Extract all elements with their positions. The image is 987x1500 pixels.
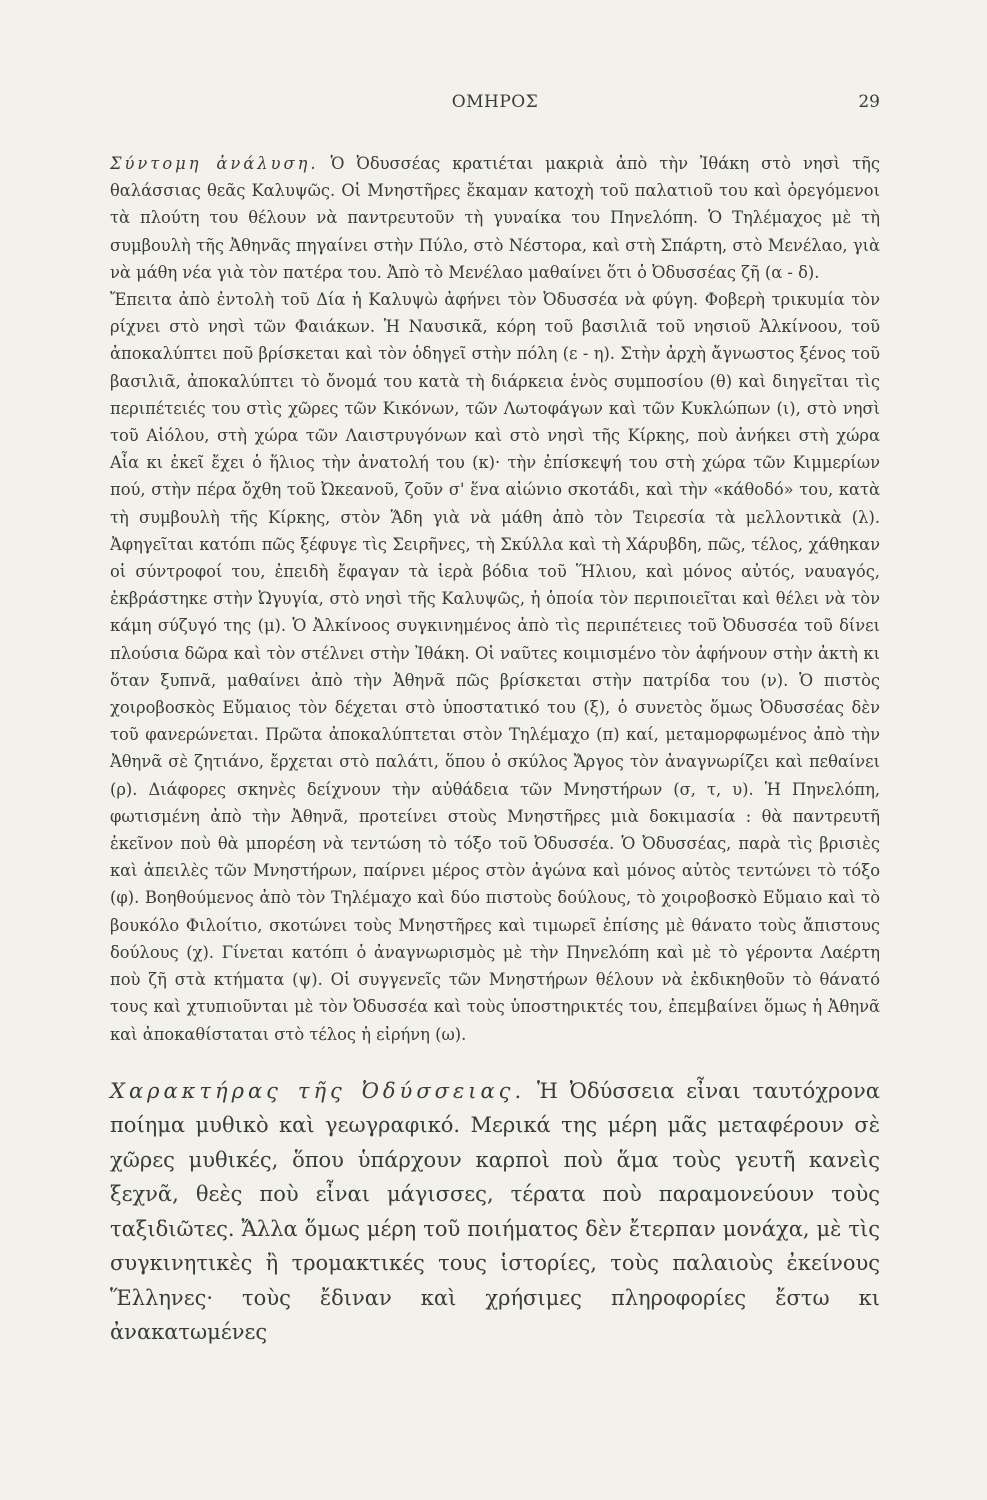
character-text: Ἡ Ὀδύσσεια εἶναι ταυτόχρονα ποίημα μυθικὸ καὶ γεωγραφικό. Μερικά της μέρη μᾶς μεταφέρουν σὲ χῶρες μυθικές, ὅπου ὑπάρχουν καρποὶ ποὺ ἅμα τοὺς γευτῆ κανεὶς ξεχνᾶ, θεὲς ποὺ εἶναι μάγισσες, τέρατα ποὺ παραμονεύουν τοὺς ταξιδιῶτες. Ἄλλα ὅμως μέρη τοῦ ποιήματος δὲν ἔτερπαν μονάχα, μὲ τὶς συγκινητικὲς ἢ τρομακτικές τους ἱστορίες, τοὺς παλαιοὺς ἐκείνους Ἕλληνες· τοὺς ἔδιναν καὶ χρήσιμες πληροφορίες ἔστω κι ἀνακατωμένες	[110, 1078, 880, 1345]
summary-paragraph-2: Ἔπειτα ἀπὸ ἐντολὴ τοῦ Δία ἡ Καλυψὼ ἀφήνει τὸν Ὀδυσσέα νὰ φύγη. Φοβερὴ τρικυμία τὸν ρίχνει στὸ νησὶ τῶν Φαιάκων. Ἡ Ναυσικᾶ, κόρη τοῦ βασιλιᾶ τοῦ νησιοῦ Ἀλκίνοου, τοῦ ἀποκαλύπτει ποῦ βρίσκεται καὶ τὸν ὁδηγεῖ στὴν πόλη (ε - η). Στὴν ἀρχὴ ἄγνωστος ξένος τοῦ βασιλιᾶ, ἀποκαλύπτει τὸ ὄνομά του κατὰ τὴ διάρκεια ἑνὸς συμποσίου (θ) καὶ διηγεῖται τὶς περιπέτειές του στὶς χῶρες τῶν Κικόνων, τῶν Λωτοφάγων καὶ τῶν Κυκλώπων (ι), στὸ νησὶ τοῦ Αἰόλου, στὴ χώρα τῶν Λαιστρυγόνων καὶ στὸ νησὶ τῆς Κίρκης, ποὺ ἀνήκει στὴ χώρα Αἶα κι ἐκεῖ ἔχει ὁ ἥλιος τὴν ἀνατολή του (κ)· τὴν ἐπίσκεψή του στὴ χώρα τῶν Κιμμερίων πού, στὴν πέρα ὄχθη τοῦ Ὠκεανοῦ, ζοῦν σ' ἕνα αἰώνιο σκοτάδι, καὶ τὴν «κάθοδό» του, κατὰ τὴ συμβουλὴ τῆς Κίρκης, στὸν Ἅδη γιὰ νὰ μάθη ἀπὸ τὸν Τειρεσία τὰ μελλοντικὰ (λ). Ἀφηγεῖται κατόπι πῶς ξέφυγε τὶς Σειρῆνες, τὴ Σκύλλα καὶ τὴ Χάρυβδη, πῶς, τέλος, χάθηκαν οἱ σύντροφοί του, ἐπειδὴ ἔφαγαν τὰ ἱερὰ βόδια τοῦ Ἥλιου, καὶ μόνος αὐτός, ναυαγός, ἐκβράστηκε στὴν Ὠγυγία, στὸ νησὶ τῆς Καλυψῶς, ἡ ὁποία τὸν περιποιεῖται καὶ θέλει νὰ τὸν κάμη σύζυγό της (μ). Ὁ Ἀλκίνοος συγκινημένος ἀπὸ τὶς περιπέτειες τοῦ Ὀδυσσέα τοῦ δίνει πλούσια δῶρα καὶ τὸν στέλνει στὴν Ἰθάκη. Οἱ ναῦτες κοιμισμένο τὸν ἀφήνουν στὴν ἀκτὴ κι ὅταν ξυπνᾶ, μαθαίνει ἀπὸ τὴν Ἀθηνᾶ πῶς βρίσκεται στὴν πατρίδα του (ν). Ὁ πιστὸς χοιροβοσκὸς Εὔμαιος τὸν δέχεται στὸ ὑποστατικό του (ξ), ὁ συνετὸς ὅμως Ὀδυσσέας δὲν τοῦ φανερώνεται. Πρῶτα ἀποκαλύπτεται στὸν Τηλέμαχο (π) καί, μεταμορφωμένος ἀπὸ τὴν Ἀθηνᾶ σὲ ζητιάνο, ἔρχεται στὸ παλάτι, ὅπου ὁ σκύλος Ἄργος τὸν ἀναγνωρίζει καὶ πεθαίνει (ρ). Διάφορες σκηνὲς δείχνουν τὴν αὐθάδεια τῶν Μνηστήρων (σ, τ, υ). Ἡ Πηνελόπη, φωτισμένη ἀπὸ τὴν Ἀθηνᾶ, προτείνει στοὺς Μνηστῆρες μιὰ δοκιμασία : θὰ παντρευτῆ ἐκεῖνον ποὺ θὰ μπορέση νὰ τεντώση τὸ τόξο τοῦ Ὀδυσσέα. Ὁ Ὀδυσσέας, παρὰ τὶς βρισιὲς καὶ ἀπειλὲς τῶν Μνηστήρων, παίρνει μέρος στὸν ἀγώνα καὶ μόνος αὐτὸς τεντώνει τὸ τόξο (φ). Βοηθούμενος ἀπὸ τὸν Τηλέμαχο καὶ δύο πιστοὺς δούλους, τὸ χοιροβοσκὸ Εὔμαιο καὶ τὸ βουκόλο Φιλοίτιο, σκοτώνει τοὺς Μνηστῆρες καὶ τιμωρεῖ ἐπίσης μὲ θάνατο τοὺς ἄπιστους δούλους (χ). Γίνεται κατόπι ὁ ἀναγνωρισμὸς μὲ τὴν Πηνελόπη καὶ μὲ τὸ γέροντα Λαέρτη ποὺ ζῆ στὰ κτήματα (ψ). Οἱ συγγενεῖς τῶν Μνηστήρων θέλουν νὰ ἐκδικηθοῦν τὸ θάνατό τους καὶ χτυπιοῦνται μὲ τὸν Ὀδυσσέα καὶ τοὺς ὑποστηρικτές του, ἐπεμβαίνει ὅμως ἡ Ἀθηνᾶ καὶ ἀποκαθίσταται στὸ τέλος ἡ εἰρήνη (ω).	[110, 290, 880, 1044]
page-header	[110, 92, 880, 120]
character-paragraph	[110, 1074, 880, 1350]
summary-paragraph-1	[110, 150, 880, 286]
character-heading: Χαρακτήρας τῆς Ὀδύσσειας.	[110, 1078, 526, 1103]
summary-heading: Σύντομη ἀνάλυση.	[110, 154, 319, 173]
running-title: ΟΜΗΡΟΣ	[451, 92, 539, 112]
body-text	[110, 150, 880, 1350]
page-number: 29	[858, 92, 880, 112]
summary-text-1: Ὁ Ὀδυσσέας κρατιέται μακριὰ ἀπὸ τὴν Ἰθάκη στὸ νησὶ τῆς θαλάσσιας θεᾶς Καλυψῶς. Οἱ Μνηστῆρες ἔκαμαν κατοχὴ τοῦ παλατιοῦ του καὶ ὀρεγόμενοι τὰ πλούτη του θέλουν νὰ παντρευτοῦν τὴ γυναίκα του Πηνελόπη. Ὁ Τηλέμαχος μὲ τὴ συμβουλὴ τῆς Ἀθηνᾶς πηγαίνει στὴν Πύλο, στὸ Νέστορα, καὶ στὴ Σπάρτη, στὸ Μενέλαο, γιὰ νὰ μάθη νέα γιὰ τὸν πατέρα του. Ἀπὸ τὸ Μενέλαο μαθαίνει ὅτι ὁ Ὀδυσσέας ζῆ (α - δ).	[110, 154, 880, 282]
